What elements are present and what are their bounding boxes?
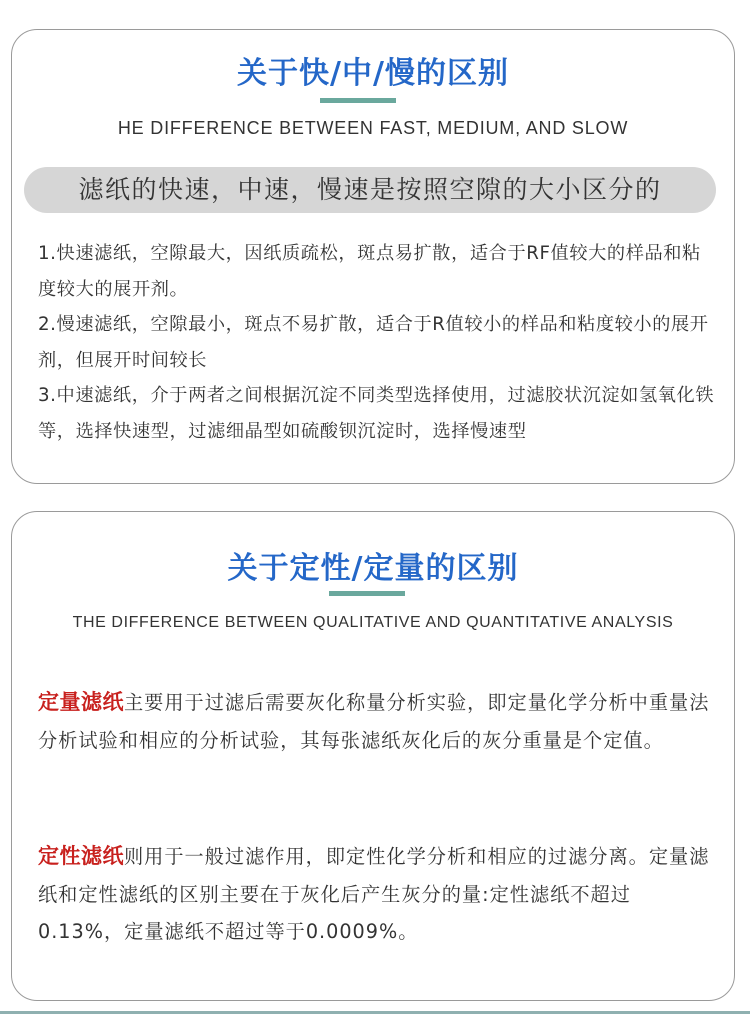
quantitative-term: 定量滤纸 xyxy=(38,690,124,714)
list-item-medium: 3.中速滤纸，介于两者之间根据沉淀不同类型选择使用，过滤胶状沉淀如氢氧化铁等，选择快速型，过滤细晶型如硫酸钡沉淀时，选择慢速型 xyxy=(38,385,715,442)
section-subtitle: THE DIFFERENCE BETWEEN QUALITATIVE AND QUANTITATIVE ANALYSIS xyxy=(72,614,674,631)
title-underline xyxy=(320,98,396,103)
qualitative-description: 则用于一般过滤作用，即定性化学分析和相应的过滤分离。定量滤纸和定性滤纸的区别主要在于灰化后产生灰分的量:定性滤纸不超过0.13%，定量滤纸不超过等于0.0009%。 xyxy=(38,845,710,943)
speed-description-list xyxy=(38,236,718,449)
section-subtitle: HE DIFFERENCE BETWEEN FAST, MEDIUM, AND SLOW xyxy=(117,118,629,138)
section-title: 关于定性/定量的区别 xyxy=(227,551,519,586)
summary-banner: 滤纸的快速，中速，慢速是按照空隙的大小区分的 xyxy=(24,167,716,213)
qualitative-quantitative-card xyxy=(11,511,735,1001)
fast-medium-slow-card xyxy=(11,29,735,484)
quantitative-description: 主要用于过滤后需要灰化称量分析实验，即定量化学分析中重量法分析试验和相应的分析试验，其每张滤纸灰化后的灰分重量是个定值。 xyxy=(38,691,710,752)
qualitative-paragraph xyxy=(38,838,712,951)
title-underline xyxy=(329,591,405,596)
section-title: 关于快/中/慢的区别 xyxy=(237,56,509,91)
list-item-fast: 1.快速滤纸，空隙最大，因纸质疏松，斑点易扩散，适合于RF值较大的样品和粘度较大的展开剂。 xyxy=(38,243,701,300)
qualitative-term: 定性滤纸 xyxy=(38,844,124,868)
quantitative-paragraph xyxy=(38,684,712,759)
list-item-slow: 2.慢速滤纸，空隙最小，斑点不易扩散，适合于R值较小的样品和粘度较小的展开剂，但展开时间较长 xyxy=(38,314,709,371)
